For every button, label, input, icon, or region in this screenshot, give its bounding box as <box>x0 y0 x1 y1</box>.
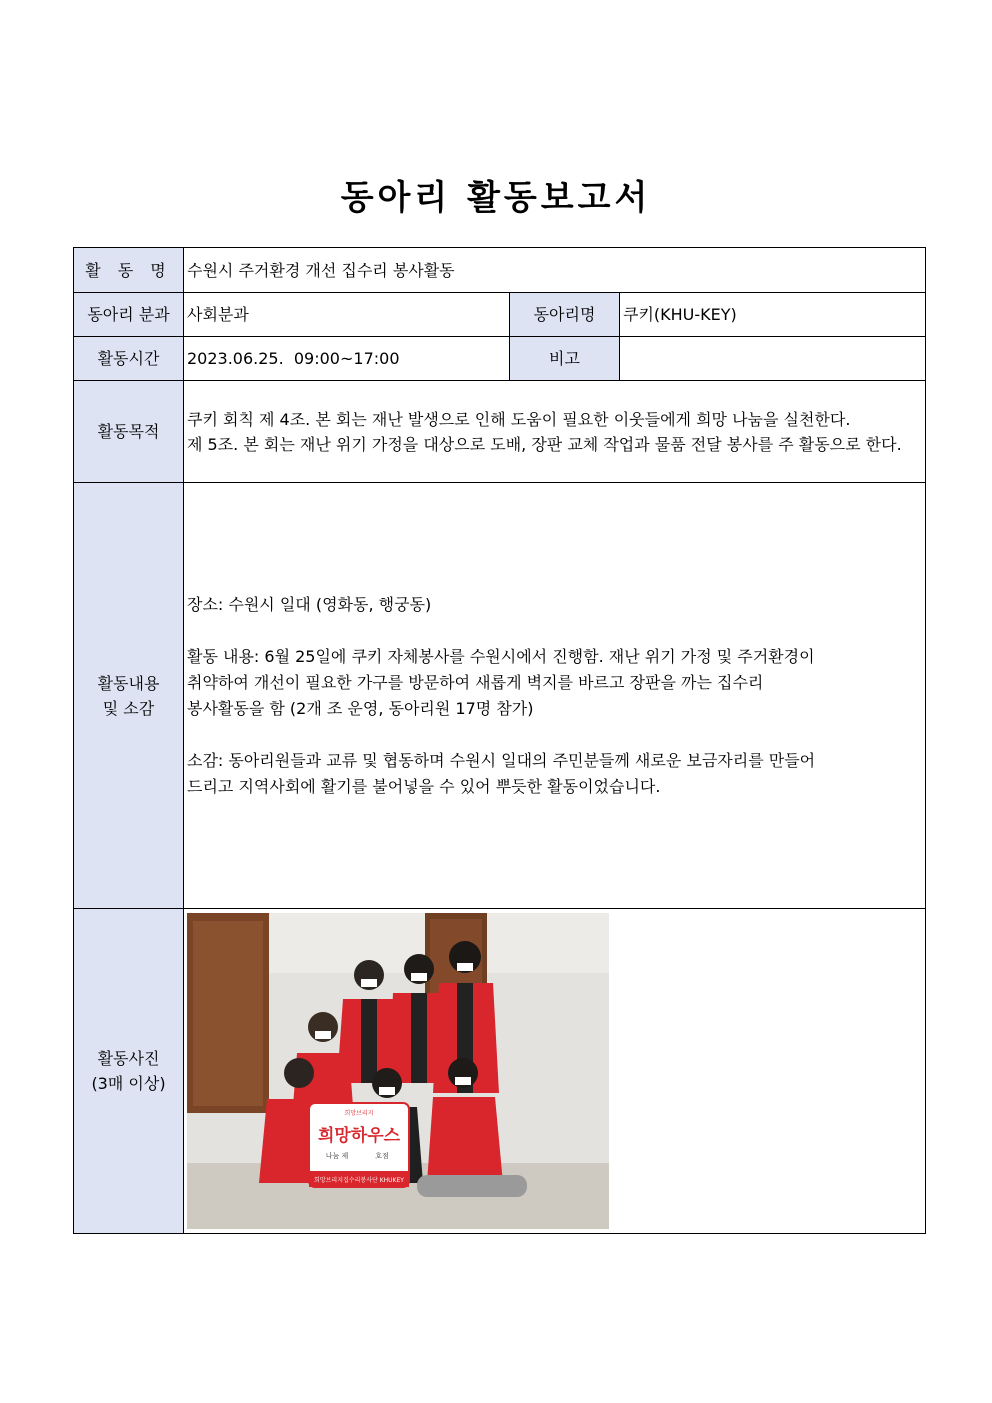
sign-sub-left-text: 나눔 제 <box>325 1152 349 1160</box>
activity-photo-illustration <box>187 913 609 1229</box>
row-photos <box>74 909 926 1234</box>
sign-org-text: 희망브리지 <box>344 1110 374 1117</box>
club-division-label: 동아리 분과 <box>74 293 184 337</box>
content-impression-line-2: 드리고 지역사회에 활기를 불어넣을 수 있어 뿌듯한 활동이었습니다. <box>187 776 661 796</box>
row-club <box>74 293 926 337</box>
photos-label-line-2: (3매 이상) <box>91 1074 166 1093</box>
report-table <box>73 247 926 1234</box>
content-label-line-2: 및 소감 <box>102 698 155 718</box>
content-value <box>184 483 926 909</box>
row-time <box>74 337 926 381</box>
activity-name-value: 수원시 주거환경 개선 집수리 봉사활동 <box>184 248 926 293</box>
sign-footer-text: 희망브리지집수리봉사단 KHUKEY <box>314 1177 404 1184</box>
content-activity-line-1: 활동 내용: 6월 25일에 쿠키 자체봉사를 수원시에서 진행함. 재난 위기 가정 및 주거환경이 <box>187 646 815 666</box>
content-place: 장소: 수원시 일대 (영화동, 행궁동) <box>187 594 432 614</box>
activity-time-value: 2023.06.25. 09:00~17:00 <box>184 337 510 381</box>
photos-value <box>184 909 926 1234</box>
content-label <box>74 483 184 909</box>
purpose-line-2: 제 5조. 본 회는 재난 위기 가정을 대상으로 도배, 장판 교체 작업과 물품 전달 봉사를 주 활동으로 한다. <box>187 434 902 454</box>
content-impression-line-1: 소감: 동아리원들과 교류 및 협동하며 수원시 일대의 주민분들께 새로운 보금자리를 만들어 <box>187 750 816 770</box>
content-activity-line-3: 봉사활동을 함 (2개 조 운영, 동아리원 17명 참가) <box>187 698 534 718</box>
purpose-label: 활동목적 <box>74 381 184 483</box>
content-activity-line-2: 취약하여 개선이 필요한 가구를 방문하여 새롭게 벽지를 바르고 장판을 까는 집수리 <box>187 672 764 692</box>
club-division-value: 사회분과 <box>184 293 510 337</box>
activity-name-label: 활 동 명 <box>74 248 184 293</box>
club-name-value: 쿠키(KHU-KEY) <box>620 293 926 337</box>
purpose-value <box>184 381 926 483</box>
activity-time-label: 활동시간 <box>74 337 184 381</box>
remarks-label: 비고 <box>510 337 620 381</box>
remarks-value <box>620 337 926 381</box>
row-purpose <box>74 381 926 483</box>
purpose-line-1: 쿠키 회칙 제 4조. 본 회는 재난 발생으로 인해 도움이 필요한 이웃들에게 희망 나눔을 실천한다. <box>187 409 851 429</box>
photos-label-line-1: 활동사진 <box>97 1049 160 1068</box>
content-label-line-1: 활동내용 <box>97 673 160 693</box>
club-name-label: 동아리명 <box>510 293 620 337</box>
sign-sub-right-text: 호점 <box>375 1152 389 1160</box>
sign-main-text: 희망하우스 <box>317 1126 401 1146</box>
photos-label <box>74 909 184 1234</box>
page-title: 동아리 활동보고서 <box>340 178 652 218</box>
row-content <box>74 483 926 909</box>
activity-photo <box>187 913 609 1229</box>
row-activity-name <box>74 248 926 293</box>
